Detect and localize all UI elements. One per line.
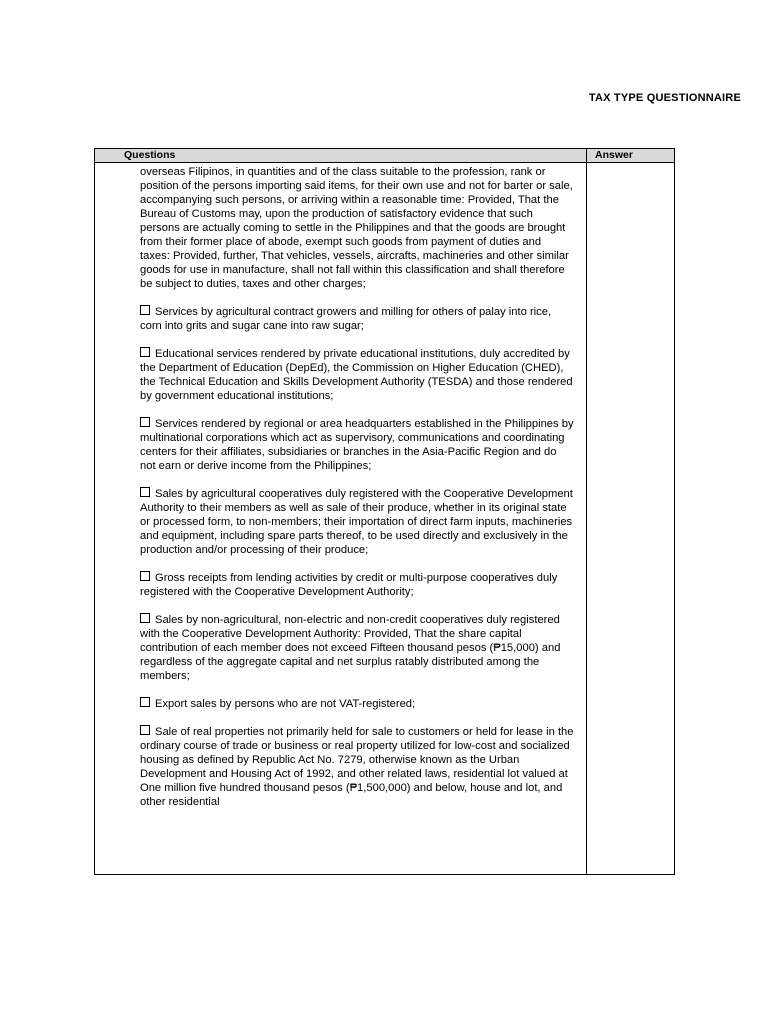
question-text: Export sales by persons who are not VAT-registered; (155, 698, 416, 710)
question-text: Services rendered by regional or area headquarters established in the Philippines by multinational corporations which act as supervisory, communications and coordinating centers for their affiliates, subsidiaries or branches in the Asia-Pacific Region and do not earn or derive income from the Philippines; (140, 418, 574, 472)
questions-column-header: Questions (95, 149, 587, 162)
checkbox-icon[interactable] (140, 347, 150, 357)
question-text: Sales by non-agricultural, non-electric and non-credit cooperatives duly registered with the Cooperative Development Authority: Provided, That the share capital contribution of each member does not exceed Fifteen thousand pesos (₱15,000) and regardless of the aggregate capital and net surplus ratably distributed among the members; (140, 614, 561, 682)
answer-column-header: Answer (595, 149, 633, 161)
question-text: Sales by agricultural cooperatives duly registered with the Cooperative Development Authority to their members as well as sale of their produce, whether in its original state or processed form, to non-members; their importation of direct farm inputs, machineries and equipment, including spare parts thereof, to be used directly and exclusively in the production and/or processing of their produce; (140, 488, 573, 556)
checkbox-icon[interactable] (140, 697, 150, 707)
question-text: Educational services rendered by private educational institutions, duly accredited by the Department of Education (DepEd), the Commission on Higher Education (CHED), the Technical Education and Skills Development Authority (TESDA) and those rendered by government educational institutions; (140, 348, 573, 402)
question-text: Gross receipts from lending activities by credit or multi-purpose cooperatives duly registered with the Cooperative Development Authority; (140, 572, 558, 598)
question-text: Sale of real properties not primarily held for sale to customers or held for lease in the ordinary course of trade or business or real property utilized for low-cost and socialized housing as defined by Republic Act No. 7279, otherwise known as the Urban Development and Housing Act of 1992, and other related laws, residential lot valued at One million five hundred thousand pesos (₱1,500,000) and below, house and lot, and other residential (140, 726, 574, 808)
answer-cell[interactable] (587, 163, 674, 874)
checkbox-icon[interactable] (140, 417, 150, 427)
question-item (140, 697, 574, 711)
table-header (95, 149, 674, 163)
checkbox-icon[interactable] (140, 571, 150, 581)
checkbox-icon[interactable] (140, 487, 150, 497)
checkbox-icon[interactable] (140, 305, 150, 315)
questions-cell (95, 163, 587, 874)
question-item (140, 417, 574, 473)
question-text: Services by agricultural contract growers and milling for others of palay into rice, corn into grits and sugar cane into raw sugar; (140, 306, 552, 332)
question-item (140, 571, 574, 599)
table-body (95, 163, 674, 874)
question-item (140, 613, 574, 683)
question-item (140, 347, 574, 403)
questionnaire-table (94, 148, 675, 875)
question-item (140, 487, 574, 557)
checkbox-icon[interactable] (140, 725, 150, 735)
checkbox-icon[interactable] (140, 613, 150, 623)
question-item (140, 725, 574, 809)
page-title: TAX TYPE QUESTIONNAIRE (588, 92, 741, 104)
continued-paragraph: overseas Filipinos, in quantities and of the class suitable to the profession, rank or position of the persons importing said items, for their own use and not for barter or sale, accompanying such persons, or arriving within a reasonable time: Provided, That the Bureau of Customs may, upon the production of satisfactory evidence that such persons are actually coming to settle in the Philippines and that the goods are brought from their former place of abode, exempt such goods from payment of duties and taxes: Provided, further, That vehicles, vessels, aircrafts, machineries and other similar goods for use in manufacture, shall not fall within this classification and shall therefore be subject to duties, taxes and other charges; (140, 166, 573, 290)
question-item (140, 305, 574, 333)
